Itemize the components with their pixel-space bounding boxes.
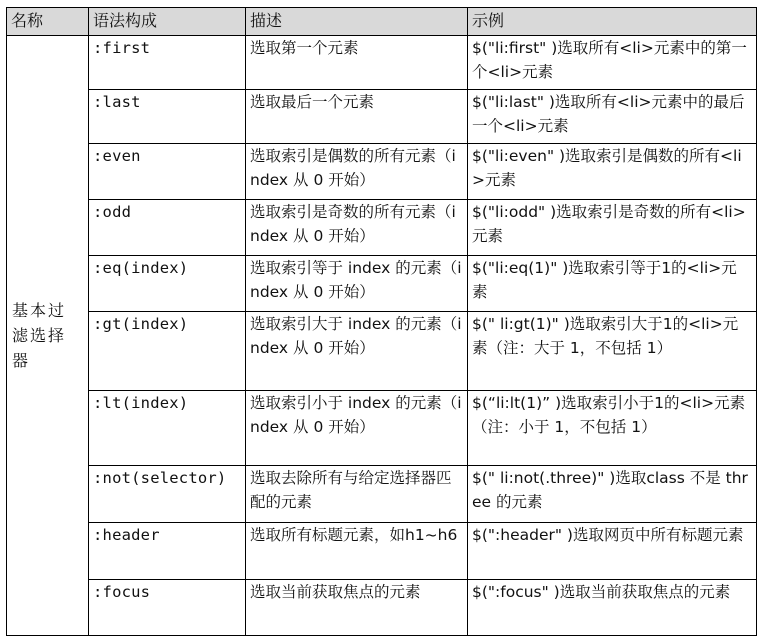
header-row (7, 8, 757, 36)
header-syntax: 语法构成 (89, 8, 246, 36)
syntax-cell: :even (89, 144, 246, 200)
syntax-cell: :lt(index) (89, 391, 246, 466)
syntax-cell: :odd (89, 200, 246, 256)
example-cell: $("li:even" )选取索引是偶数的所有<li>元素 (468, 144, 757, 200)
header-name: 名称 (7, 8, 89, 36)
table-row (7, 200, 757, 256)
syntax-cell: :gt(index) (89, 312, 246, 391)
category-cell: 基本过滤选择器 (7, 36, 89, 636)
description-cell: 选取索引是偶数的所有元素（index 从 0 开始） (246, 144, 468, 200)
table-row (7, 312, 757, 391)
table-row (7, 466, 757, 523)
description-cell: 选取第一个元素 (246, 36, 468, 90)
syntax-cell: :not(selector) (89, 466, 246, 523)
description-cell: 选取去除所有与给定选择器匹配的元素 (246, 466, 468, 523)
syntax-cell: :first (89, 36, 246, 90)
example-cell: $("li:first" )选取所有<li>元素中的第一个<li>元素 (468, 36, 757, 90)
table-row (7, 36, 757, 90)
selector-reference-table (6, 7, 757, 636)
table-row (7, 144, 757, 200)
example-cell: $(" li:gt(1)" )选取索引大于1的<li>元素（注：大于 1，不包括 1） (468, 312, 757, 391)
example-cell: $(" li:not(.three)" )选取class 不是 three 的元素 (468, 466, 757, 523)
example-cell: $(":header" )选取网页中所有标题元素 (468, 523, 757, 580)
description-cell: 选取当前获取焦点的元素 (246, 580, 468, 636)
table-row (7, 391, 757, 466)
description-cell: 选取最后一个元素 (246, 90, 468, 144)
example-cell: $(":focus" )选取当前获取焦点的元素 (468, 580, 757, 636)
example-cell: $("li:eq(1)" )选取索引等于1的<li>元素 (468, 256, 757, 312)
description-cell: 选取索引是奇数的所有元素（index 从 0 开始） (246, 200, 468, 256)
description-cell: 选取索引等于 index 的元素（index 从 0 开始） (246, 256, 468, 312)
description-cell: 选取所有标题元素，如h1~h6 (246, 523, 468, 580)
example-cell: $(“li:lt(1)” )选取索引小于1的<li>元素（注：小于 1，不包括 1） (468, 391, 757, 466)
table-row (7, 523, 757, 580)
table-row (7, 256, 757, 312)
header-example: 示例 (468, 8, 757, 36)
table-row (7, 90, 757, 144)
table-row (7, 580, 757, 636)
header-description: 描述 (246, 8, 468, 36)
syntax-cell: :eq(index) (89, 256, 246, 312)
syntax-cell: :last (89, 90, 246, 144)
example-cell: $("li:last" )选取所有<li>元素中的最后一个<li>元素 (468, 90, 757, 144)
syntax-cell: :header (89, 523, 246, 580)
description-cell: 选取索引小于 index 的元素（index 从 0 开始） (246, 391, 468, 466)
example-cell: $("li:odd" )选取索引是奇数的所有<li>元素 (468, 200, 757, 256)
description-cell: 选取索引大于 index 的元素（index 从 0 开始） (246, 312, 468, 391)
syntax-cell: :focus (89, 580, 246, 636)
